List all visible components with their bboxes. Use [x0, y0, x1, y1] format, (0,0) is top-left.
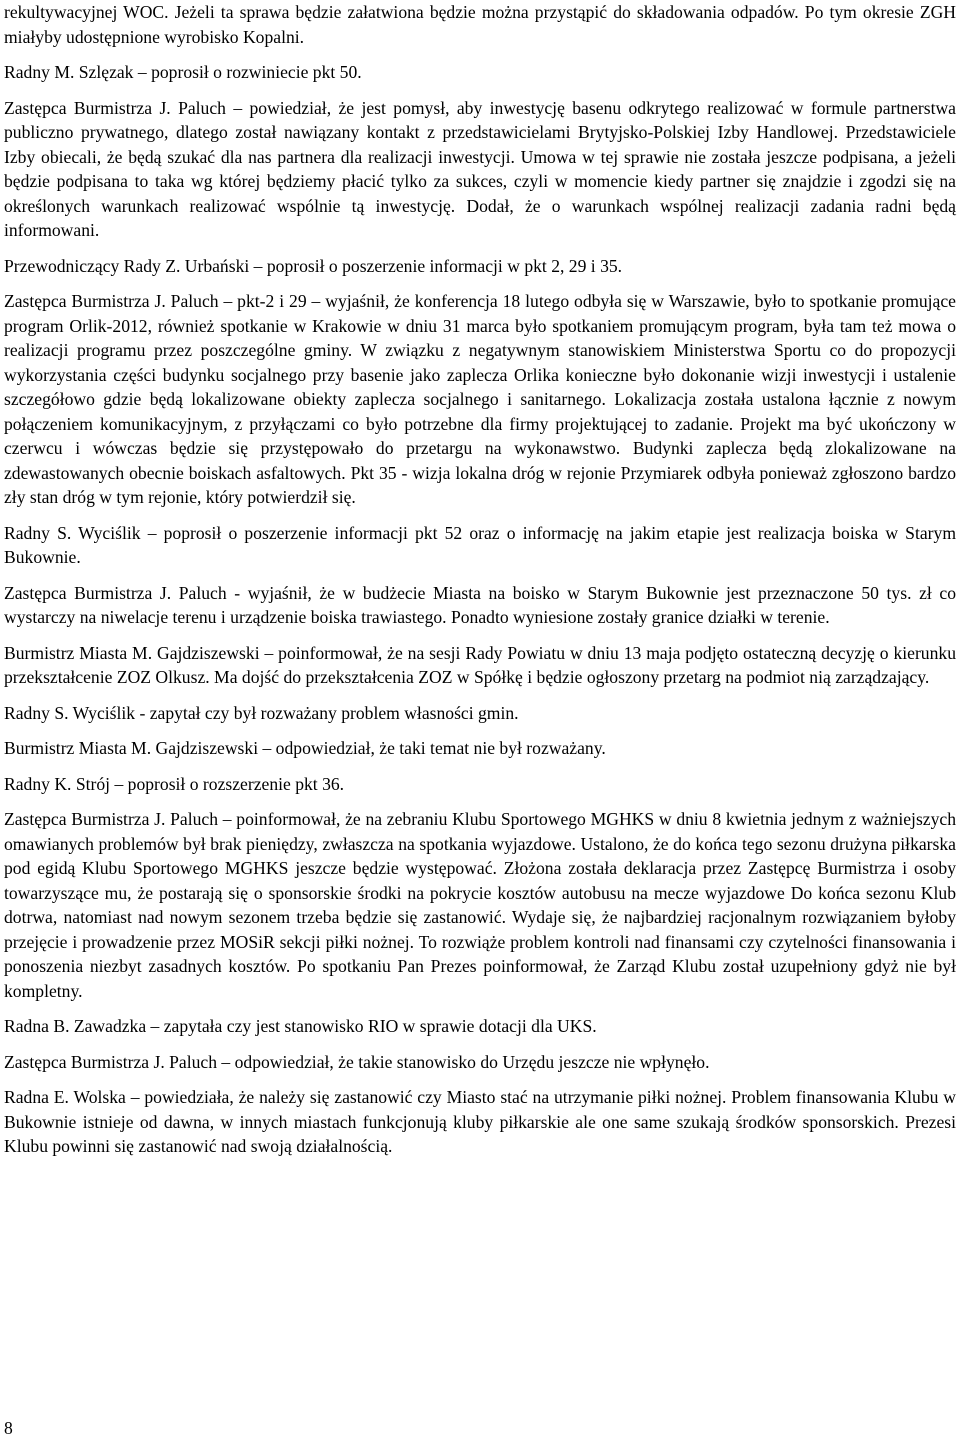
paragraph-gajdziszewski-answer: Burmistrz Miasta M. Gajdziszewski – odpowiedział, że taki temat nie był rozważany. — [4, 738, 606, 758]
paragraph-szlezak-request: Radny M. Szlęzak – poprosił o rozwiniecie pkt 50. — [4, 62, 362, 82]
paragraph-paluch-pitch: Zastępca Burmistrza J. Paluch - wyjaśnił, że w budżecie Miasta na boisko w Starym Bukownie jest przeznaczone 50 tys. zł co wystarczy na niwelacje terenu i urządzenie boiska trawiastego. Ponadto wyniesione zostały granice działki w terenie. — [4, 582, 956, 627]
paragraph-wolska-football: Radna E. Wolska – powiedziała, że należy się zastanowić czy Miasto stać na utrzymanie piłki nożnej. Problem finansowania Klubu w Bukownie istnieje od dawna, w innych miastach funkcjonują kluby piłkarskie ale one same szukają środków sponsorskich. Prezesi Klubu powinni się zastanowić nad swoją działalnością. — [4, 1087, 956, 1156]
page-number: 8 — [4, 1418, 13, 1438]
paragraph-gajdziszewski-zoz: Burmistrz Miasta M. Gajdziszewski – poinformował, że na sesji Rady Powiatu w dniu 13 maja podjęto ostateczną decyzję o kierunku przekształcenie ZOZ Olkusz. Ma dojść do przekształcenia ZOZ w Spółkę i będzie ogłoszony przetarg na podmiot nią zarządzający. — [4, 642, 956, 687]
paragraph-stroj-request: Radny K. Strój – poprosił o rozszerzenie pkt 36. — [4, 773, 345, 794]
paragraph-paluch-mghks: Zastępca Burmistrza J. Paluch – poinformował, że na zebraniu Klubu Sportowego MGHKS w dniu 8 kwietnia jednym z ważniejszych omawianych problemów był brak pieniędzy, zwłaszcza na spotkania wyjazdowe. Ustalono, że do końca tego sezonu drużyna piłkarska pod egidą Klubu Sportowego MGHKS jeszcze będzie występować. Złożona została deklaracja przez Zastępcę Burmistrza i osoby towarzyszące mu, że postarają się o sponsorskie środki na pokrycie kosztów autobusu na mecze wyjazdowe Do końca sezonu Klub dotrwa, natomiast nad nowym sezonem trzeba będzie się zastanowić. Wydaje się, że najbardziej racjonalnym rozwiązaniem byłoby przejęcie i prowadzenie przez MOSiR sekcji piłki nożnej. To rozwiąże problem kontroli nad finansami czy czytelności finansowania i ponoszenia niezbyt zasadnych kosztów. Po spotkaniu Pan Prezes poinformował, że Zarząd Klubu został uzupełniony gdyż nie był kompletny. — [4, 809, 956, 1001]
document-page — [4, 0, 956, 1170]
paragraph-paluch-pool: Zastępca Burmistrza J. Paluch – powiedział, że jest pomysł, aby inwestycję basenu odkrytego realizować w formule partnerstwa publiczno prywatnego, dlatego został nawiązany kontakt z przedstawicielami Brytyjsko-Polskiej Izby Handlowej. Przedstawiciele Izby obiecali, że będą szukać dla nas partnera dla realizacji inwestycji. Umowa w tej sprawie nie została jeszcze podpisana, a jeżeli będzie podpisana to taka wg której będziemy płacić tylko za sukces, czyli w momencie kiedy partner się znajdzie i zgodzi się na określonych warunkach realizować wspólnie tą inwestycję. Dodał, że o warunkach wspólnej realizacji zadania radni będą informowani. — [4, 97, 956, 240]
paragraph-urbanski-request: Przewodniczący Rady Z. Urbański – poprosił o poszerzenie informacji w pkt 2, 29 i 35. — [4, 255, 623, 276]
paragraph-zawadzka-question: Radna B. Zawadzka – zapytała czy jest stanowisko RIO w sprawie dotacji dla UKS. — [4, 1016, 597, 1036]
paragraph-wycislik-request: Radny S. Wyciślik – poprosił o poszerzenie informacji pkt 52 oraz o informację na jakim etapie jest realizacja boiska w Starym Bukownie. — [4, 522, 956, 567]
paragraph-paluch-orlik: Zastępca Burmistrza J. Paluch – pkt-2 i 29 – wyjaśnił, że konferencja 18 lutego odbyła się w Warszawie, było to spotkanie promujące program Orlik-2012, również spotkanie w Krakowie w dniu 31 marca było spotkaniem promującym program, była tam też mowa o realizacji programu przez poszczególne gminy. W związku z negatywnym stanowiskiem Ministerstwa Sportu co do propozycji wykorzystania części budynku socjalnego przy basenie jako zaplecza Orlika konieczne było dokonanie wizji inwestycji i ustalenie szczegółowo gdzie będą lokalizowane obiekty zaplecza socjalnego i sanitarnego. Lokalizacja została ustalona łącznie z nowym połączeniem komunikacyjnym, z przyłączami co było potrzebne dla firmy projektującej to zadanie. Projekt ma być ukończony w czerwcu i wówczas będzie się przystępowało do przetargu na wykonawstwo. Budynki zaplecza będą zlokalizowane na zdewastowanych obecnie boiskach asfaltowych. Pkt 35 - wizja lokalna dróg w rejonie Przymiarek odbyła ponieważ zgłoszono bardzo zły stan dróg w tym rejonie, który potwierdził się. — [4, 291, 956, 507]
paragraph-paluch-rio: Zastępca Burmistrza J. Paluch – odpowiedział, że takie stanowisko do Urzędu jeszcze nie wpłynęło. — [4, 1051, 710, 1072]
paragraph-wycislik-question: Radny S. Wyciślik - zapytał czy był rozważany problem własności gmin. — [4, 702, 519, 723]
paragraph-storage-continuation: rekultywacyjnej WOC. Jeżeli ta sprawa będzie załatwiona będzie można przystąpić do składowania odpadów. Po tym okresie ZGH miałyby udostępnione wyrobisko Kopalni. — [4, 2, 956, 47]
